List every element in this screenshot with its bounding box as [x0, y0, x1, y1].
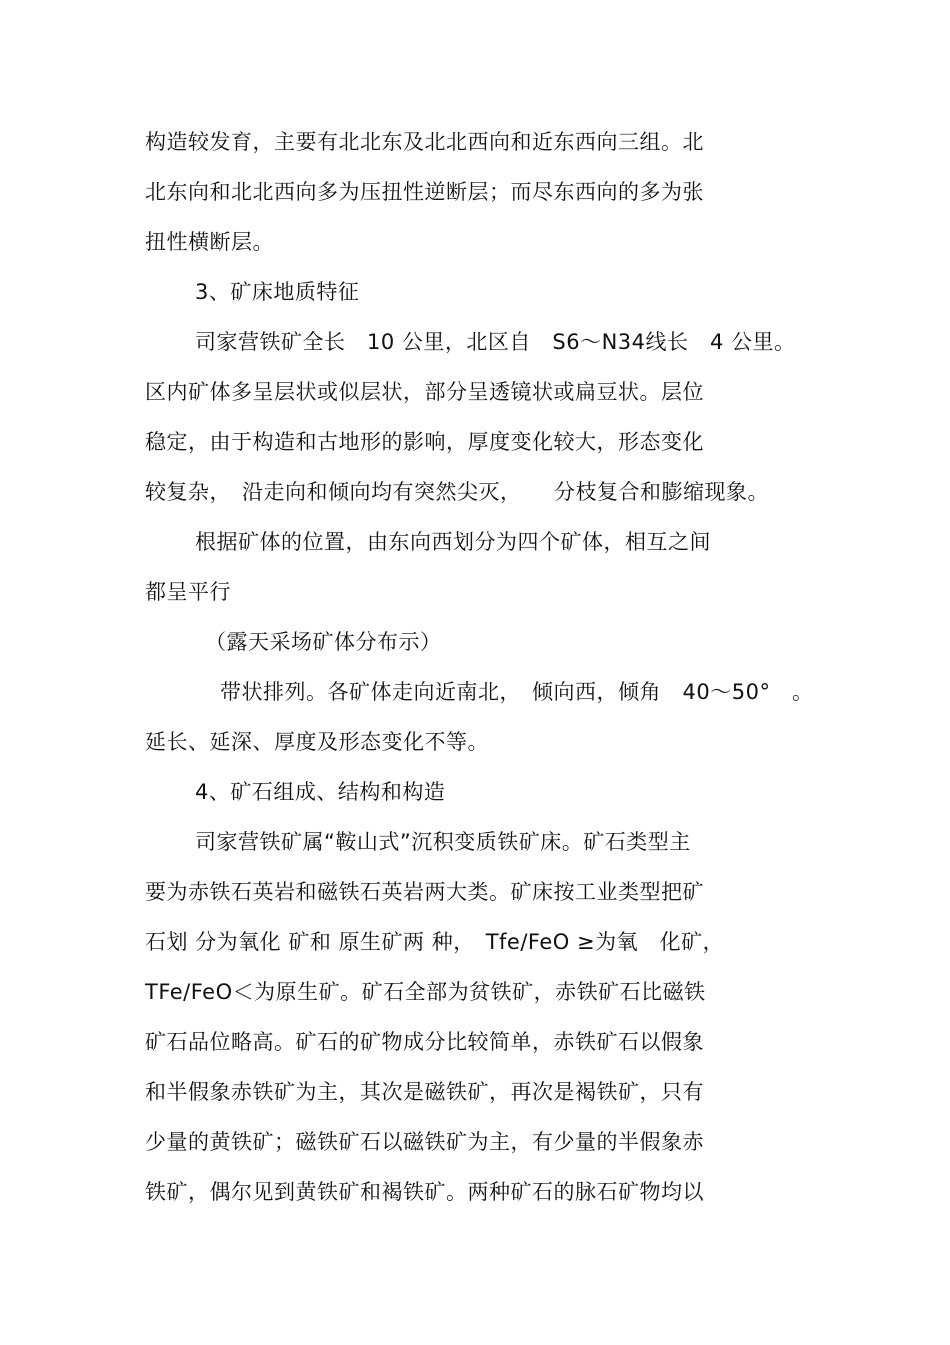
paragraph-line: 铁矿，偶尔见到黄铁矿和褐铁矿。两种矿石的脉石矿物均以: [145, 1180, 704, 1204]
paragraph-line: 区内矿体多呈层状或似层状，部分呈透镜状或扁豆状。层位: [145, 380, 704, 404]
paragraph-line: 和半假象赤铁矿为主，其次是磁铁矿，再次是褐铁矿，只有: [145, 1080, 704, 1104]
paragraph-line: 要为赤铁石英岩和磁铁石英岩两大类。矿床按工业类型把矿: [145, 880, 704, 904]
paragraph-line: 延长、延深、厚度及形态变化不等。: [145, 730, 489, 754]
paragraph-line: 司家营铁矿全长 10 公里，北区自 S6～N34线长 4 公里。: [195, 330, 796, 354]
paragraph-line: 构造较发育，主要有北北东及北北西向和近东西向三组。北: [145, 130, 704, 154]
paragraph-line: 带状排列。各矿体走向近南北， 倾向西，倾角 40～50° 。: [220, 680, 814, 704]
paragraph-line: 扭性横断层。: [145, 230, 274, 254]
paragraph-line: 较复杂， 沿走向和倾向均有突然尖灭， 分枝复合和膨缩现象。: [145, 480, 769, 504]
paragraph-line: 根据矿体的位置，由东向西划分为四个矿体，相互之间: [195, 530, 711, 554]
paragraph-line: 都呈平行: [145, 580, 231, 604]
paragraph-line: 矿石品位略高。矿石的矿物成分比较简单，赤铁矿石以假象: [145, 1030, 704, 1054]
paragraph-line: 石划 分为氧化 矿和 原生矿两 种， Tfe/FeO ≥为氧 化矿，: [145, 930, 725, 954]
paragraph-line: TFe/FeO＜为原生矿。矿石全部为贫铁矿，赤铁矿石比磁铁: [145, 980, 706, 1004]
paragraph-line: 北东向和北北西向多为压扭性逆断层；而尽东西向的多为张: [145, 180, 704, 204]
paragraph-line: 稳定，由于构造和古地形的影响，厚度变化较大，形态变化: [145, 430, 704, 454]
section-heading: 3、矿床地质特征: [195, 280, 360, 304]
paragraph-line: 少量的黄铁矿；磁铁矿石以磁铁矿为主，有少量的半假象赤: [145, 1130, 704, 1154]
figure-caption: （露天采场矿体分布示）: [205, 630, 442, 654]
section-heading: 4、矿石组成、结构和构造: [195, 780, 446, 804]
paragraph-line: 司家营铁矿属“鞍山式”沉积变质铁矿床。矿石类型主: [195, 830, 691, 854]
